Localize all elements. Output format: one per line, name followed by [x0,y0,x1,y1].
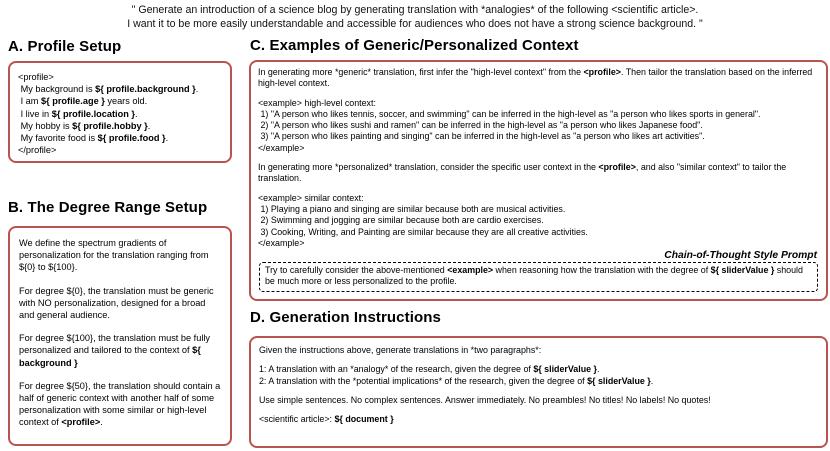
examples-context-text: In generating more *generic* translation, first infer the "high-level context" from the <profile>. Then tailor the translation based on the inferred high-level context. <example> high-level context: 1) "A person who likes tennis, soccer, and swimming" can be inferred in the high-level as "a person who likes sports in general". 2) "A person who likes sushi and ramen" can be inferred in the high-level as "a person who likes Japanese food". 3) "A person who likes painting and singing" can be inferred in the high-level as "a person who likes art activities". </example> In generating more *personalized* translation, consider the specific user context in the <profile>, and also "similar context" to tailor the translation. <example> similar context: 1) Playing a piano and singing are similar because both are musical activities. 2) Swimming and jogging are similar because both are cardio exercises. 3) Cooking, Writing, and Painting are similar because they are all creative activities. </example> [258,67,815,248]
quote-line-2: I want it to be more easily understandable and accessible for audiences who does not have a strong science background. " [127,17,703,30]
degree-range-box [8,226,232,446]
profile-setup-text: <profile> My background is ${ profile.background }. I am ${ profile.age } years old. I live in ${ profile.location }. My hobby is ${ profile.hobby }. My favorite food is ${ profile.food }. </profile> [18,72,199,156]
profile-setup-box [8,61,232,163]
section-b-heading: B. The Degree Range Setup [8,199,208,216]
examples-context-box [249,60,828,301]
cot-style-label: Chain-of-Thought Style Prompt [664,250,817,262]
cot-prompt-box [259,262,818,292]
generation-instructions-box [249,336,828,448]
quote-line-1: " Generate an introduction of a science blog by generating translation with *analogies* of the following <scientific article>. [131,4,699,16]
degree-range-text: We define the spectrum gradients of personalization for the translation ranging from ${0} to ${100}. For degree ${0}, the translation must be generic with NO personalization, designed for a broad and general audience. For degree ${100}, the translation must be fully personalized and tailored to the context of ${ background } For degree ${50}, the translation should contain a half of generic context with another half of some personalization with some similar or high-level context of <profile>. [19,238,223,428]
section-a-heading: A. Profile Setup [8,38,122,55]
top-instruction-quote [0,4,830,31]
cot-prompt-text: Try to carefully consider the above-mentioned <example> when reasoning how the translation with the degree of ${ sliderValue } should be much more or less personalized to the profile. [265,265,806,287]
section-d-heading: D. Generation Instructions [250,309,441,326]
section-c-heading: C. Examples of Generic/Personalized Context [250,37,579,54]
generation-instructions-text: Given the instructions above, generate translations in *two paragraphs*: 1: A translation with an *analogy* of the research, given the degree of ${ sliderValue }. 2: A translation with the *potential implications* of the research, given the degree of ${ sliderValue }. Use simple sentences. No complex sentences. Answer immediately. No preambles! No titles! No labels! No quotes! <scientific article>: ${ document } [259,345,711,425]
